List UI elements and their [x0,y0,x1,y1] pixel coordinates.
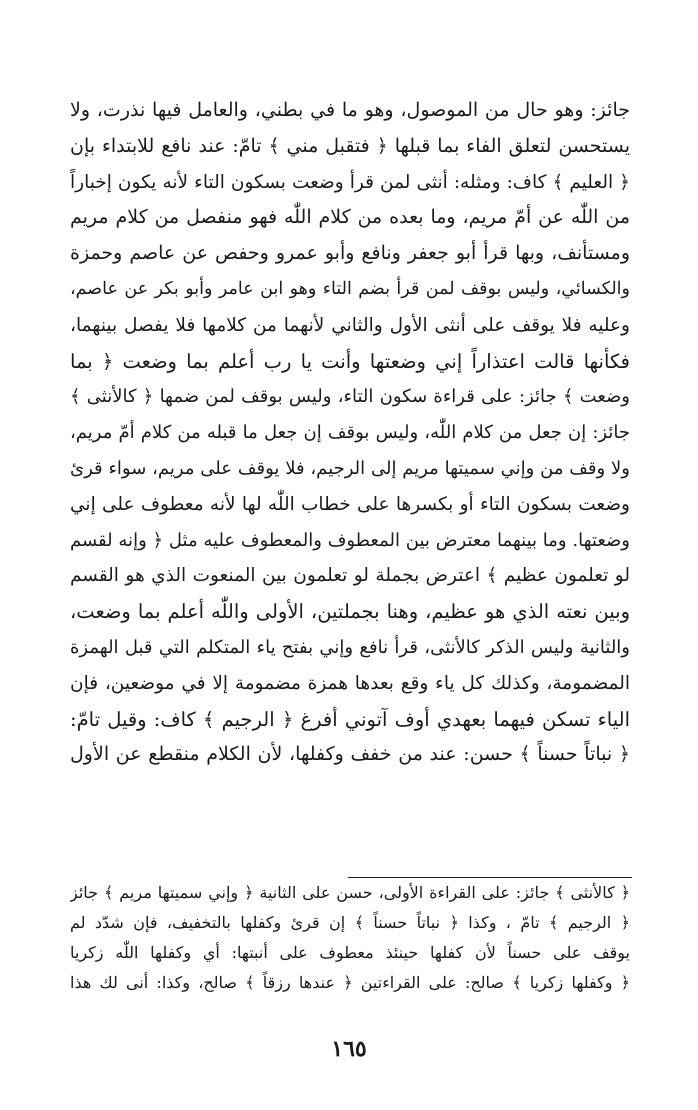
text-line: ولا وقف من وإني سميتها مريم إلى الرجيم، فلا يوقف على مريم، سواء قرئ [70,457,630,479]
text-line: يستحسن لتعلق الفاء بما قبلها ﴿ فتقبل مني ﴾ تامّ: عند نافع للابتداء بإن [70,134,630,157]
text-line: وضعت ﴾ جائز: على قراءة سكون التاء، وليس بوقف لمن ضمها ﴿ كالأنثى ﴾ [70,386,630,408]
text-line: والكسائي، وليس بوقف لمن قرأ بضم التاء وهو ابن عامر وأبو بكر عن عاصم، [70,278,630,299]
text-line: ﴿ نباتاً حسناً ﴾ حسن: عند من خفف وكفلها، لأن الكلام منقطع عن الأول [70,743,630,766]
text-line: جائز: إن جعل من كلام اللّٰه، وليس بوقف إن جعل ما قبله من كلام أمّ مريم، [70,422,630,444]
text-line: جائز: وهو حال من الموصول، وهو ما في بطني، والعامل فيها نذرت، ولا [70,99,630,121]
text-line: الياء تسكن فيهما بعهدي أوف آتوني أفرغ ﴿ الرجيم ﴾ كاف: وقيل تامّ: [70,707,630,731]
footnote-line: ﴿ الرجيم ﴾ تامّ ، وكذا ﴿ نباتاً حسناً ﴾ إن قرئ وكفلها بالتخفيف، فإن شدّد لم [70,913,630,932]
main-text [70,93,630,773]
footnote-line: ﴿ كالأنثى ﴾ جائز: على القراءة الأولى، حسن على الثانية ﴿ وإني سميتها مريم ﴾ جائز [70,883,630,902]
text-line: والثانية وليس الذكر كالأنثى، قرأ نافع وإني بفتح ياء المتكلم التي قبل الهمزة [70,636,630,658]
text-line: وضعت بسكون التاء أو بكسرها على خطاب اللّٰه لها لأنه معطوف على إني [70,493,630,515]
footnotes [70,878,630,998]
footnote-line: ﴿ وكفلها زكريا ﴾ صالح: على القراءتين ﴿ عندها رزقاً ﴾ صالح، وكذا: أنى لك هذا [70,973,630,992]
text-line: وضعتها. وما بينهما معترض بين المعطوف والمعطوف عليه مثل ﴿ وإنه لقسم [70,529,630,551]
text-line: المضمومة، وكذلك كل ياء وقع بعدها همزة مضمومة إلا في موضعين، فإن [70,672,630,694]
text-line: ﴿ العليم ﴾ كاف: ومثله: أنثى لمن قرأ وضعت بسكون التاء لأنه يكون إخباراً [70,171,630,193]
page-number: ١٦٥ [331,1036,367,1062]
text-line: من اللّٰه عن أمّ مريم، وما بعده من كلام اللّٰه فهو منفصل من كلام مريم [70,206,630,229]
text-line: وعليه فلا يوقف على أنثى الأول والثاني لأنهما من كلامها فلا يفصل بينهما، [70,314,630,336]
text-line: لو تعلمون عظيم ﴾ اعترض بجملة لو تعلمون بين المنعوت الذي هو القسم [70,565,630,587]
text-line: وبين نعته الذي هو عظيم، وهنا بجملتين، الأولى واللّٰه أعلم بما وضعت، [70,600,630,624]
text-line: فكأنها قالت اعتذاراً إني وضعتها وأنت يا رب أعلم بما وضعت ﴿ بما [70,349,630,373]
text-line: ومستأنف، وبها قرأ أبو جعفر ونافع وأبو عمرو وحفص عن عاصم وحمزة [70,242,630,265]
footnote-line: يوقف على حسناً لأن كفلها حينئذ معطوف على أنبتها: أي وكفلها اللّٰه زكريا [70,943,630,962]
